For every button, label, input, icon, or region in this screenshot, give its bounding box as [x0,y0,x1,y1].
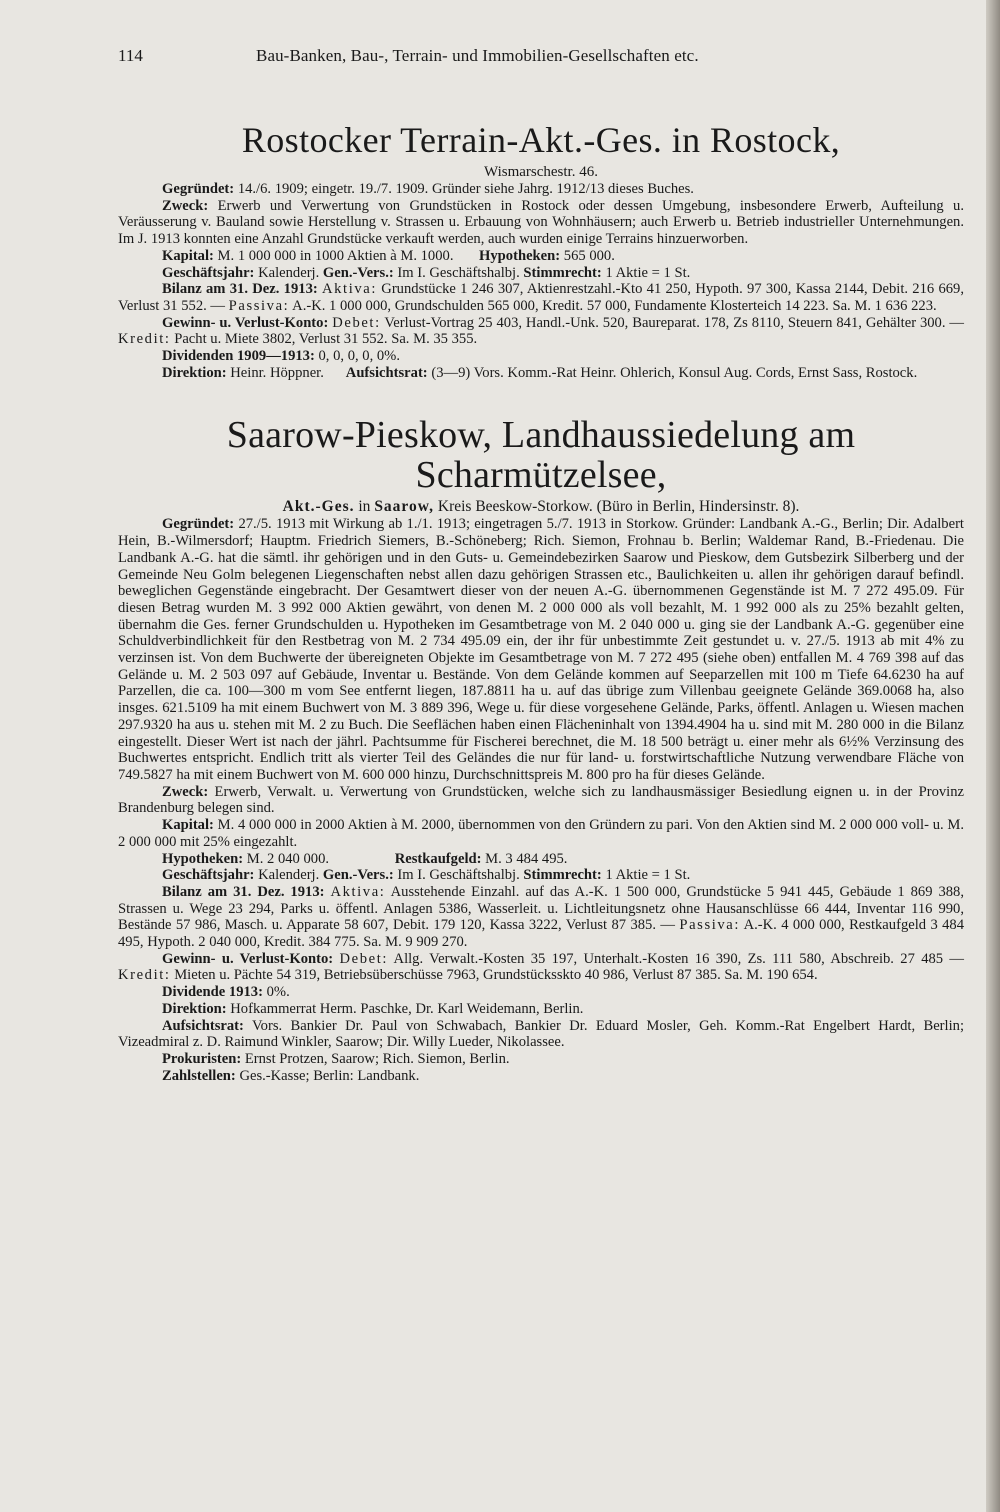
entry1-geschaeftsjahr [118,265,964,282]
debet-word: Debet: [339,950,388,967]
value: Ausstehende Einzahl. auf das A.-K. 1 500 000, Grundstücke 5 941 445, Gebäude 1 869 388, Strassen u. Wege 23 294, Parks u. öffentl. Anlagen 5386, Wasserleit. u. Lichtleitungsnetz ohne Hausanschlüsse 66 444, Inventar 116 990, Bestände 57 986, Masch. u. Apparate 58 607, Debit. 179 120, Kassa 3222, Verlust 87 385. — [118,883,965,934]
entry2-aufsichtsrat [118,1018,964,1051]
entry2-zahlstellen [118,1068,964,1085]
label: Gegründet: [162,516,235,533]
value: Hofkammerrat Herm. Paschke, Dr. Karl Weidemann, Berlin. [230,1000,584,1017]
entry1-dividenden [118,348,964,365]
entry1-zweck [118,198,964,248]
value: Kalenderj. [258,867,320,884]
entry2-kapital [118,817,964,850]
entry2-geschaeftsjahr [118,867,964,884]
value: M. 4 000 000 in 2000 Aktien à M. 2000, übernommen von den Gründern zu pari. Von den Aktien sind M. 2 000 000 voll- u. M. 2 000 000 mit 25% eingezahlt. [118,817,964,850]
entry2-prokuristen [118,1051,964,1068]
label: Prokuristen: [162,1050,242,1067]
aktiva-word: Aktiva: [330,883,386,900]
value: 27./5. 1913 mit Wirkung ab 1./1. 1913; eingetragen 5./7. 1913 in Storkow. Gründer: Landbank A.-G., Berlin; Dir. Adalbert Hein, B.-Wilmersdorf; Hauptm. Friedrich Siemers, B.-Schöneberg; Rich. Siemon, Frohnau b. Berlin; Waldemar Rand, B.-Friedenau. Die Landbank A.-G. hat die sämtl. ihr gehörigen und in den Guts- u. Gemeindebezirken Saarow und Pieskow, dem Gutsbezirk Silberberg und der Gemeinde Neu Golm belegenen Liegenschaften nebst allen dazu gehörigen Strassen etc., Baulichkeiten u. allen ihr gehörigen darauf befindl. beweglichen Gegenstände eingebracht. Der Gesamtwert dieser von der neuen A.-G. übernommenen Gegenstände ist M. 7 272 495.09. Für diesen Betrag wurden M. 3 992 000 Aktien gewährt, von denen M. 2 000 000 als voll bezahlt, M. 1 992 000 als zu 25% bezahlt gelten, übernahm die Ges. ferner Grundschulden u. Hypotheken im Gesamtbetrage von M. 2 040 000 u. ging sie der Landbank A.-G. gegenüber eine Schuldverbindlichkeit für den Restbetrag von M. 2 734 495.09 ein, der ihr für unbestimmte Zeit gestundet u. v. 27./5. 1913 ab mit 4% zu verzinsen ist. Von dem Buchwerte der übereigneten Objekte im Gesamtbetrage von M. 7 272 495 (siehe oben) entfallen M. 4 769 398 auf das Gelände u. M. 2 503 097 auf Gebäude, Inventar u. Bestände. Von dem Gelände kommen auf Seeparzellen mit 100 m Tiefe 64.6230 ha auf Parzellen, die ca. 100—300 m vom See entfernt liegen, 187.8811 ha u. auf das übrige zum Villenbau geeignete Gelände 369.0068 ha, also insges. 621.5109 ha mit einem Buchwert von M. 3 889 396, Wege u. für diese vorgesehene Gelände, Parks, öffentl. Anlagen u. Wiesen machen 297.9320 ha aus u. stehen mit M. 2 zu Buch. Die Seeflächen haben einen Flächeninhalt von 1394.4904 ha u. sind mit M. 280 000 in die Bilanz eingestellt. Dieser Wert ist nach der jährl. Pachtsumme für Fischerei berechnet, die M. 18 500 beträgt u. einer mehr als 6½% Verzinsung des Buchwertes entspricht. Endlich tritt als vierter Teil des Geländes die nur für land- u. forstwirtschaftliche Nutzung verwendbare Fläche von 749.5827 ha mit einem Buchwert von M. 600 000 hinzu, Durchschnittspreis M. 800 pro ha für dieses Gelände. [118,516,964,783]
value: Kalenderj. [258,264,320,281]
label: Geschäftsjahr: [162,867,255,884]
value: Erwerb und Verwertung von Grundstücken in Rostock oder dessen Umgebung, insbesondere Erwerb, Aufteilung u. Veräusserung v. Bauland sowie Herstellung v. Strassen u. Erbauung von Wohnhäusern; auch Erwerb u. Betrieb industrieller Unternehmungen. Im J. 1913 konnten eine Anzahl Grundstücke verkauft werden, auch wurden einige Terrains hinzuerworben. [118,197,964,248]
label: Zweck: [162,197,209,214]
label: Hypotheken: [479,247,561,264]
entry2-heading: Saarow-Pieskow, Landhaussiedelung am Scharmützelsee, [226,414,856,497]
label: Restkaufgeld: [394,850,482,867]
entry2-dividende [118,984,964,1001]
value: A.-K. 1 000 000, Grundschulden 565 000, Kredit. 57 000, Fundamente Klosterteich 14 223. Sa. M. 1 636 223. [292,297,937,314]
entry1-gegruendet [118,181,964,198]
subtitle-rest: Kreis Beeskow-Storkow. (Büro in Berlin, Hindersinstr. 8). [437,498,800,516]
entry2-gewinn [118,951,964,984]
value: Im I. Geschäftshalbj. [397,264,520,281]
value: Erwerb, Verwalt. u. Verwertung von Grundstücken, welche sich zu landhausmässiger Besiedlung eignen u. in der Provinz Brandenburg belegen sind. [118,783,964,817]
value: Grundstücke 1 246 307, Aktienrestzahl.-Kto 41 250, Hypoth. 97 300, Kassa 2144, Debit. 216 669, Verlust 31 552. — [118,281,965,314]
label: Stimmrecht: [523,264,602,281]
value: Pacht u. Miete 3802, Verlust 31 552. Sa. M. 35 355. [174,331,478,348]
value: (3—9) Vors. Komm.-Rat Heinr. Ohlerich, Konsul Aug. Cords, Ernst Sass, Rostock. [431,364,918,381]
entry1-gewinn [118,315,964,348]
entry1-heading: Rostocker Terrain-Akt.-Ges. in Rostock, [241,120,841,160]
entry1-bilanz [118,281,964,314]
entry2-hypotheken [118,851,964,868]
value: 0, 0, 0, 0, 0%. [318,348,400,365]
subtitle-place: Saarow, [374,498,434,516]
value: 1 Aktie = 1 St. [605,867,691,884]
value: Im I. Geschäftshalbj. [397,867,520,884]
label: Direktion: [162,364,227,381]
value: Verlust-Vortrag 25 403, Handl.-Unk. 520, Baureparat. 178, Zs 8110, Steuern 841, Gehälter 300. — [384,314,964,331]
entry-rostocker-terrain [118,122,964,381]
value: Ges.-Kasse; Berlin: Landbank. [239,1067,420,1084]
entry2-zweck [118,784,964,817]
label: Aufsichtsrat: [345,364,428,381]
label: Zweck: [162,783,209,800]
label: Geschäftsjahr: [162,264,255,281]
value: Allg. Verwalt.-Kosten 35 197, Unterhalt.-Kosten 16 390, Zs. 111 580, Abschreib. 27 485 — [393,950,965,967]
label: Gen.-Vers.: [322,264,394,281]
passiva-word: Passiva: [679,917,741,934]
label: Kapital: [162,247,214,264]
label: Gewinn- u. Verlust-Konto: [162,314,329,331]
label: Dividende 1913: [162,984,263,1001]
label: Stimmrecht: [523,867,602,884]
entry1-direktion [118,365,964,382]
value: M. 2 040 000. [246,850,330,867]
page-number: 114 [118,46,143,65]
value: 0%. [266,984,290,1001]
value: M. 1 000 000 in 1000 Aktien à M. 1000. [217,247,454,264]
label: Dividenden 1909—1913: [162,348,315,365]
debet-word: Debet: [332,314,381,331]
label: Aufsichtsrat: [162,1017,244,1034]
label: Kapital: [162,817,214,834]
entry2-subtitle [118,498,964,516]
value: 14./6. 1909; eingetr. 19./7. 1909. Gründer siehe Jahrg. 1912/13 dieses Buches. [237,181,694,197]
value: Ernst Protzen, Saarow; Rich. Siemon, Berlin. [244,1050,510,1067]
value: 1 Aktie = 1 St. [605,264,691,281]
label: Hypotheken: [162,850,244,867]
kredit-word: Kredit: [118,967,171,984]
subtitle-in: in [358,498,371,516]
value: Heinr. Höppner. [230,364,324,381]
value: 565 000. [563,247,615,264]
subtitle-bold: Akt.-Ges. [282,498,355,516]
running-head-title: Bau-Banken, Bau-, Terrain- und Immobilien-Gesellschaften etc. [256,46,699,65]
aktiva-word: Aktiva: [322,281,377,298]
entry2-bilanz [118,884,964,951]
value: A.-K. 4 000 000, Restkaufgeld 3 484 495, Hypoth. 2 040 000, Kredit. 384 775. Sa. M. 9 909 270. [118,917,965,951]
value: M. 3 484 495. [485,850,568,867]
entry2-gegruendet [118,516,964,783]
label: Zahlstellen: [162,1067,236,1084]
label: Gen.-Vers.: [322,867,394,884]
entry1-address: Wismarschestr. 46. [484,164,598,180]
label: Gegründet: [162,181,235,197]
label: Bilanz am 31. Dez. 1913: [162,883,325,900]
value: Mieten u. Pächte 54 319, Betriebsüberschüsse 7963, Grundstücksskto 40 986, Verlust 87 385. Sa. M. 190 654. [174,967,818,984]
label: Direktion: [162,1000,227,1017]
entry1-kapital [118,248,964,265]
passiva-word: Passiva: [228,297,290,314]
page-edge-shadow [986,0,1000,1512]
running-head [118,38,964,74]
label: Gewinn- u. Verlust-Konto: [162,950,334,967]
entry2-direktion [118,1001,964,1018]
kredit-word: Kredit: [118,331,171,348]
value: Vors. Bankier Dr. Paul von Schwabach, Bankier Dr. Eduard Mosler, Geh. Komm.-Rat Engelbert Hardt, Berlin; Vizeadmiral z. D. Raimund Winkler, Saarow; Dir. Willy Lueder, Nikolassee. [118,1017,965,1051]
entry-saarow-pieskow [118,415,964,1084]
label: Bilanz am 31. Dez. 1913: [162,281,318,298]
